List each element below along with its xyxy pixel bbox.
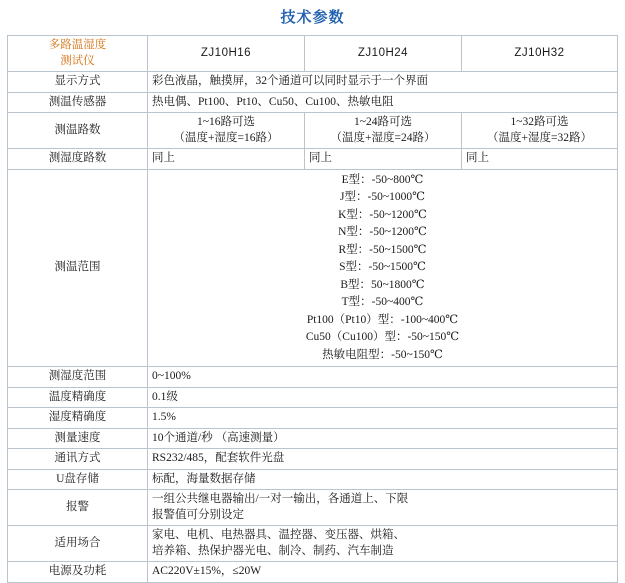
table-row <box>8 428 618 449</box>
table-row <box>8 169 618 367</box>
range-item: R型：-50~1500℃ <box>338 243 427 256</box>
range-item: N型：-50~1200℃ <box>338 226 427 239</box>
row-value: 热电偶、Pt100、Pt10、Cu50、Cu100、热敏电阻 <box>148 92 618 113</box>
row-value-col1: 同上 <box>148 149 305 170</box>
row-value-col3: 同上 <box>462 149 618 170</box>
value-line-1: 家电、电机、电热器具、温控器、变压器、烘箱、 <box>152 529 405 542</box>
range-item: Cu50（Cu100）型：-50~150℃ <box>305 331 460 344</box>
table-row <box>8 408 618 429</box>
range-item: 热敏电阻型：-50~150℃ <box>322 348 443 361</box>
row-value: RS232/485，配套软件光盘 <box>148 449 618 470</box>
row-label: 适用场合 <box>8 526 148 562</box>
row-label: 测温传感器 <box>8 92 148 113</box>
row-value: 标配，海量数据存储 <box>148 469 618 490</box>
row-value-col2 <box>305 113 462 149</box>
model-header-1: ZJ10H16 <box>148 36 305 72</box>
row-value: 10个通道/秒 （高速测量） <box>148 428 618 449</box>
row-label: 通讯方式 <box>8 449 148 470</box>
value-line-1: 1~16路可选 <box>197 116 255 129</box>
table-row <box>8 526 618 562</box>
table-row <box>8 36 618 72</box>
row-label: 温度精确度 <box>8 387 148 408</box>
value-line-1: 1~24路可选 <box>354 116 412 129</box>
temperature-range-list <box>148 169 618 367</box>
row-value <box>148 490 618 526</box>
value-line-1: 一组公共继电器输出/一对一输出，各通道上、下限 <box>152 493 409 506</box>
row-label: 报警 <box>8 490 148 526</box>
brand-line-1: 多路温湿度 <box>48 39 107 51</box>
value-line-2: （温度+湿度=32路） <box>487 131 592 144</box>
row-label: 测湿度路数 <box>8 149 148 170</box>
row-value-col3 <box>462 113 618 149</box>
spec-table <box>7 35 618 583</box>
range-item: B型：50~1800℃ <box>340 278 425 291</box>
value-line-2: 培养箱、热保护器光电、制冷、制药、汽车制造 <box>152 544 394 557</box>
row-value: 0~100% <box>148 367 618 388</box>
table-row <box>8 92 618 113</box>
table-row <box>8 367 618 388</box>
range-item: S型：-50~1500℃ <box>339 261 426 274</box>
table-row <box>8 469 618 490</box>
table-row <box>8 562 618 583</box>
row-value: 彩色液晶，触摸屏，32个通道可以同时显示于一个界面 <box>148 72 618 93</box>
row-value <box>148 526 618 562</box>
row-value: AC220V±15%，≤20W <box>148 562 618 583</box>
table-row <box>8 490 618 526</box>
row-value-col2: 同上 <box>305 149 462 170</box>
value-line-2: （温度+湿度=16路） <box>173 131 279 144</box>
page-title: 技术参数 <box>280 9 345 26</box>
row-label: 电源及功耗 <box>8 562 148 583</box>
model-header-3: ZJ10H32 <box>462 36 618 72</box>
row-label: 测温路数 <box>8 113 148 149</box>
table-row <box>8 449 618 470</box>
brand-line-2: 测试仪 <box>60 54 95 67</box>
value-line-1: 1~32路可选 <box>510 116 569 129</box>
table-row <box>8 72 618 93</box>
row-label: 显示方式 <box>8 72 148 93</box>
row-label: 测量速度 <box>8 428 148 449</box>
row-value: 1.5% <box>148 408 618 429</box>
brand-cell <box>8 36 148 72</box>
table-row <box>8 113 618 149</box>
row-value-col1 <box>148 113 305 149</box>
table-row <box>8 149 618 170</box>
model-header-2: ZJ10H24 <box>305 36 462 72</box>
row-label: U盘存储 <box>8 469 148 490</box>
range-item: Pt100（Pt10）型：-100~400℃ <box>306 313 459 326</box>
value-line-2: 报警值可分别设定 <box>152 508 244 521</box>
row-label: 测温范围 <box>8 169 148 367</box>
range-item: E型：-50~800℃ <box>341 173 424 186</box>
row-label: 测湿度范围 <box>8 367 148 388</box>
range-item: K型：-50~1200℃ <box>338 208 427 221</box>
row-label: 湿度精确度 <box>8 408 148 429</box>
row-value: 0.1级 <box>148 387 618 408</box>
value-line-2: （温度+湿度=24路） <box>330 131 436 144</box>
table-row <box>8 387 618 408</box>
range-item: T型：-50~400℃ <box>341 296 424 309</box>
range-item: J型：-50~1000℃ <box>340 191 425 204</box>
